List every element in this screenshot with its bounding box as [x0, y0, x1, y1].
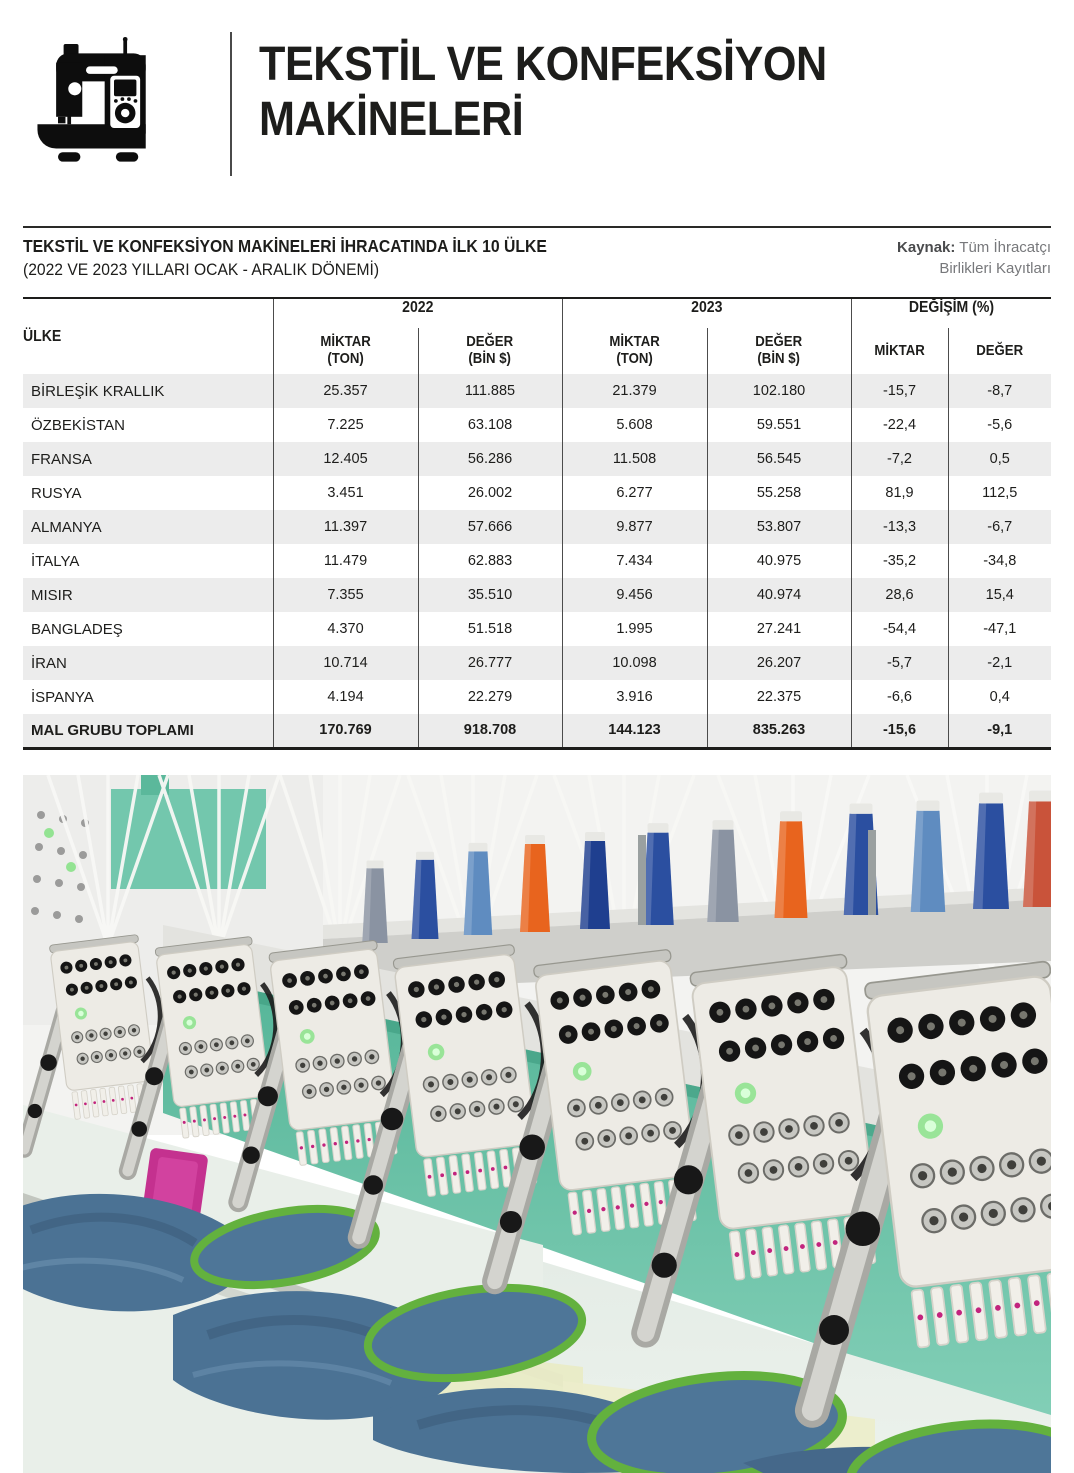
- value-cell: 59.551: [707, 408, 851, 442]
- col-header-deger-2022: DEĞER (BİN $): [418, 328, 562, 374]
- value-cell: -5,7: [851, 646, 948, 680]
- value-cell: 102.180: [707, 374, 851, 408]
- value-cell: 56.286: [418, 442, 562, 476]
- table-row: [23, 680, 1051, 714]
- value-cell: -7,2: [851, 442, 948, 476]
- value-cell: 26.777: [418, 646, 562, 680]
- table-row: [23, 374, 1051, 408]
- value-cell: 9.456: [562, 578, 707, 612]
- value-cell: 25.357: [273, 374, 418, 408]
- value-cell: -22,4: [851, 408, 948, 442]
- col-header-change-miktar: MİKTAR: [851, 328, 948, 374]
- country-cell: ALMANYA: [31, 518, 102, 536]
- value-cell: 55.258: [707, 476, 851, 510]
- value-cell: 144.123: [562, 714, 707, 748]
- value-cell: 11.479: [273, 544, 418, 578]
- source-label: Kaynak:: [897, 239, 956, 256]
- value-cell: 21.379: [562, 374, 707, 408]
- value-cell: 11.508: [562, 442, 707, 476]
- value-cell: 7.434: [562, 544, 707, 578]
- group-header-2022: 2022: [273, 298, 562, 328]
- col-header-miktar-2023: MİKTAR (TON): [562, 328, 707, 374]
- value-cell: 3.916: [562, 680, 707, 714]
- value-cell: 111.885: [418, 374, 562, 408]
- country-cell: BİRLEŞİK KRALLIK: [31, 382, 165, 400]
- value-cell: -2,1: [948, 646, 1051, 680]
- value-cell: 53.807: [707, 510, 851, 544]
- masthead: [23, 0, 1051, 198]
- country-cell: RUSYA: [31, 484, 82, 502]
- value-cell: 27.241: [707, 612, 851, 646]
- value-cell: 57.666: [418, 510, 562, 544]
- value-cell: 63.108: [418, 408, 562, 442]
- value-cell: -13,3: [851, 510, 948, 544]
- table-title: TEKSTİL VE KONFEKSİYON MAKİNELERİ İHRACATINDA İLK 10 ÜLKE: [23, 236, 547, 256]
- table-row: [23, 442, 1051, 476]
- value-cell: 0,5: [948, 442, 1051, 476]
- country-cell: İTALYA: [31, 552, 80, 570]
- value-cell: -9,1: [948, 714, 1051, 748]
- value-cell: 0,4: [948, 680, 1051, 714]
- value-cell: 26.002: [418, 476, 562, 510]
- value-cell: 4.370: [273, 612, 418, 646]
- country-cell: MISIR: [31, 586, 73, 604]
- value-cell: 10.098: [562, 646, 707, 680]
- value-cell: -34,8: [948, 544, 1051, 578]
- value-cell: -47,1: [948, 612, 1051, 646]
- factory-photo: [23, 775, 1051, 1473]
- table-row: [23, 612, 1051, 646]
- group-header-change: DEĞİŞİM (%): [851, 298, 1051, 328]
- group-header-2023: 2023: [562, 298, 851, 328]
- value-cell: -15,7: [851, 374, 948, 408]
- value-cell: 51.518: [418, 612, 562, 646]
- value-cell: 62.883: [418, 544, 562, 578]
- table-row: [23, 476, 1051, 510]
- value-cell: 3.451: [273, 476, 418, 510]
- col-header-country: ÜLKE: [23, 327, 62, 345]
- table-row: [23, 544, 1051, 578]
- value-cell: -54,4: [851, 612, 948, 646]
- value-cell: 15,4: [948, 578, 1051, 612]
- value-cell: 40.975: [707, 544, 851, 578]
- value-cell: 1.995: [562, 612, 707, 646]
- value-cell: 12.405: [273, 442, 418, 476]
- section-head: [23, 228, 1051, 297]
- value-cell: 35.510: [418, 578, 562, 612]
- value-cell: -8,7: [948, 374, 1051, 408]
- value-cell: -35,2: [851, 544, 948, 578]
- value-cell: 7.225: [273, 408, 418, 442]
- table-row: [23, 408, 1051, 442]
- value-cell: 22.375: [707, 680, 851, 714]
- table-row: [23, 510, 1051, 544]
- value-cell: 10.714: [273, 646, 418, 680]
- source-text: Tüm İhracatçı: [959, 239, 1051, 256]
- value-cell: 112,5: [948, 476, 1051, 510]
- value-cell: 7.355: [273, 578, 418, 612]
- sewing-machine-icon: [30, 30, 170, 170]
- value-cell: 4.194: [273, 680, 418, 714]
- country-cell: ÖZBEKİSTAN: [31, 416, 125, 434]
- table-row: [23, 578, 1051, 612]
- value-cell: 170.769: [273, 714, 418, 748]
- table-subtitle: (2022 VE 2023 YILLARI OCAK - ARALIK DÖNEMİ): [23, 259, 380, 279]
- value-cell: 6.277: [562, 476, 707, 510]
- value-cell: 81,9: [851, 476, 948, 510]
- country-cell: MAL GRUBU TOPLAMI: [31, 721, 194, 739]
- header-divider: [230, 32, 232, 176]
- table-row: [23, 646, 1051, 680]
- country-cell: FRANSA: [31, 450, 92, 468]
- value-cell: 26.207: [707, 646, 851, 680]
- value-cell: 56.545: [707, 442, 851, 476]
- country-cell: İSPANYA: [31, 688, 94, 706]
- value-cell: 918.708: [418, 714, 562, 748]
- total-row: [23, 714, 1051, 748]
- value-cell: 11.397: [273, 510, 418, 544]
- value-cell: 9.877: [562, 510, 707, 544]
- source-note: Kaynak: Tüm İhracatçı Birlikleri Kayıtları: [897, 239, 1051, 277]
- col-header-change-deger: DEĞER: [948, 328, 1051, 374]
- col-header-deger-2023: DEĞER (BİN $): [707, 328, 851, 374]
- value-cell: 28,6: [851, 578, 948, 612]
- country-cell: BANGLADEŞ: [31, 620, 123, 638]
- page-title: TEKSTİL VE KONFEKSİYON MAKİNELERİ: [259, 38, 827, 146]
- value-cell: 40.974: [707, 578, 851, 612]
- country-cell: İRAN: [31, 654, 67, 672]
- export-table: [23, 297, 1051, 750]
- value-cell: 22.279: [418, 680, 562, 714]
- value-cell: 835.263: [707, 714, 851, 748]
- value-cell: -5,6: [948, 408, 1051, 442]
- value-cell: -6,6: [851, 680, 948, 714]
- value-cell: -6,7: [948, 510, 1051, 544]
- col-header-miktar-2022: MİKTAR (TON): [273, 328, 418, 374]
- value-cell: -15,6: [851, 714, 948, 748]
- factory-photo-illustration: [23, 775, 1051, 1473]
- value-cell: 5.608: [562, 408, 707, 442]
